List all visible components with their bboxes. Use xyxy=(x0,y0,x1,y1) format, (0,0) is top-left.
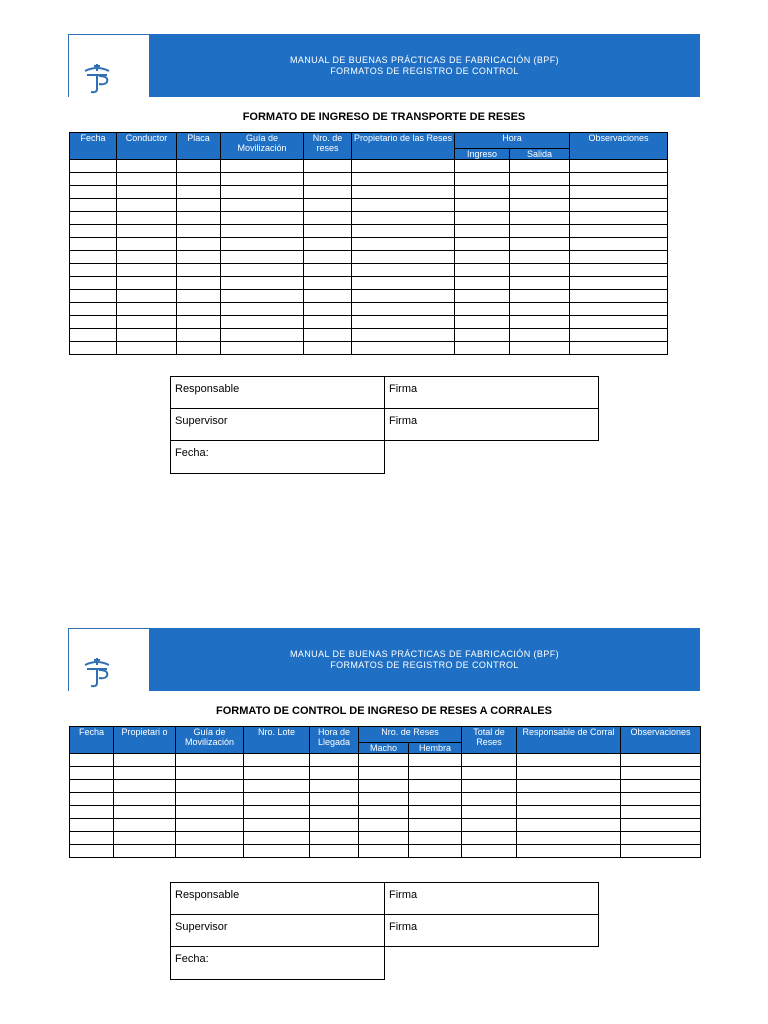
table-cell[interactable] xyxy=(177,173,221,186)
table-cell[interactable] xyxy=(352,303,455,316)
table-cell[interactable] xyxy=(310,767,359,780)
firma-field[interactable]: Firma xyxy=(384,376,599,409)
header-band xyxy=(149,628,700,691)
form1-rows xyxy=(70,160,668,355)
table-cell[interactable] xyxy=(462,845,517,858)
table-cell[interactable] xyxy=(304,251,352,264)
table-cell[interactable] xyxy=(114,754,176,767)
table-row xyxy=(70,186,668,199)
table-row xyxy=(70,251,668,264)
table-row xyxy=(70,290,668,303)
col-observaciones: Observaciones xyxy=(621,727,701,754)
table-cell[interactable] xyxy=(510,342,570,355)
table-cell[interactable] xyxy=(177,264,221,277)
fecha-field[interactable]: Fecha: xyxy=(170,440,385,474)
table-cell[interactable] xyxy=(570,238,668,251)
table-cell[interactable] xyxy=(117,329,177,342)
table-cell[interactable] xyxy=(310,780,359,793)
firma-field[interactable]: Firma xyxy=(384,408,599,441)
table-cell[interactable] xyxy=(176,845,244,858)
table-cell[interactable] xyxy=(304,264,352,277)
table-cell[interactable] xyxy=(117,290,177,303)
table-cell[interactable] xyxy=(352,264,455,277)
table-cell[interactable] xyxy=(621,767,701,780)
col-guia: Guía de Movilización xyxy=(176,727,244,754)
table-cell[interactable] xyxy=(455,342,510,355)
table-cell[interactable] xyxy=(455,212,510,225)
table-cell[interactable] xyxy=(359,806,409,819)
table-cell[interactable] xyxy=(114,845,176,858)
table-cell[interactable] xyxy=(455,160,510,173)
table-cell[interactable] xyxy=(244,793,310,806)
table-cell[interactable] xyxy=(310,845,359,858)
table-cell[interactable] xyxy=(352,342,455,355)
table-cell[interactable] xyxy=(310,819,359,832)
table-cell[interactable] xyxy=(570,329,668,342)
table-cell[interactable] xyxy=(570,173,668,186)
table-cell[interactable] xyxy=(310,806,359,819)
table-row xyxy=(70,212,668,225)
table-cell[interactable] xyxy=(517,780,621,793)
table-row xyxy=(70,819,701,832)
table-cell[interactable] xyxy=(517,767,621,780)
col-fecha: Fecha xyxy=(70,133,117,160)
table-cell[interactable] xyxy=(570,186,668,199)
table-cell[interactable] xyxy=(510,225,570,238)
table-cell[interactable] xyxy=(570,199,668,212)
form1-table xyxy=(69,132,668,355)
table-cell[interactable] xyxy=(352,329,455,342)
table-cell[interactable] xyxy=(117,160,177,173)
table-cell[interactable] xyxy=(70,819,114,832)
table-cell[interactable] xyxy=(352,238,455,251)
col-macho: Macho xyxy=(359,743,409,754)
table-cell[interactable] xyxy=(117,264,177,277)
table-cell[interactable] xyxy=(177,186,221,199)
table-cell[interactable] xyxy=(310,754,359,767)
table-row xyxy=(70,199,668,212)
table-cell[interactable] xyxy=(510,251,570,264)
table-cell[interactable] xyxy=(462,767,517,780)
table-cell[interactable] xyxy=(70,173,117,186)
table-cell[interactable] xyxy=(221,251,304,264)
table-cell[interactable] xyxy=(510,303,570,316)
table-cell[interactable] xyxy=(621,832,701,845)
table-cell[interactable] xyxy=(455,251,510,264)
table-cell[interactable] xyxy=(517,793,621,806)
table-cell[interactable] xyxy=(70,780,114,793)
table-cell[interactable] xyxy=(409,780,462,793)
table-cell[interactable] xyxy=(352,186,455,199)
table-cell[interactable] xyxy=(70,251,117,264)
table-cell[interactable] xyxy=(244,845,310,858)
table-row xyxy=(70,316,668,329)
form2-title: FORMATO DE CONTROL DE INGRESO DE RESES A CORRALES xyxy=(216,705,552,717)
col-salida: Salida xyxy=(510,149,570,160)
table-cell[interactable] xyxy=(70,225,117,238)
table-cell[interactable] xyxy=(359,767,409,780)
table-cell[interactable] xyxy=(304,290,352,303)
table-cell[interactable] xyxy=(304,186,352,199)
table-cell[interactable] xyxy=(455,173,510,186)
table-cell[interactable] xyxy=(176,832,244,845)
table-cell[interactable] xyxy=(310,832,359,845)
table-row xyxy=(70,806,701,819)
table-cell[interactable] xyxy=(70,832,114,845)
col-fecha: Fecha xyxy=(70,727,114,754)
table-row xyxy=(70,238,668,251)
table-cell[interactable] xyxy=(352,316,455,329)
table-cell[interactable] xyxy=(621,793,701,806)
col-guia: Guía de Movilización xyxy=(221,133,304,160)
form1-title: FORMATO DE INGRESO DE TRANSPORTE DE RESES xyxy=(242,111,526,123)
table-cell[interactable] xyxy=(621,819,701,832)
table-cell[interactable] xyxy=(455,290,510,303)
table-cell[interactable] xyxy=(117,199,177,212)
col-total-reses: Total de Reses xyxy=(462,727,517,754)
table-cell[interactable] xyxy=(352,199,455,212)
table-cell[interactable] xyxy=(570,264,668,277)
table-row xyxy=(70,277,668,290)
table-cell[interactable] xyxy=(510,290,570,303)
col-nro-lote: Nro. Lote xyxy=(244,727,310,754)
table-cell[interactable] xyxy=(304,342,352,355)
table-cell[interactable] xyxy=(114,806,176,819)
table-cell[interactable] xyxy=(70,806,114,819)
table-cell[interactable] xyxy=(510,329,570,342)
table-row xyxy=(70,264,668,277)
table-cell[interactable] xyxy=(409,754,462,767)
table-cell[interactable] xyxy=(177,303,221,316)
table-cell[interactable] xyxy=(176,754,244,767)
table-cell[interactable] xyxy=(621,845,701,858)
table-cell[interactable] xyxy=(304,225,352,238)
col-hora: Hora xyxy=(455,133,570,149)
table-cell[interactable] xyxy=(177,199,221,212)
table-cell[interactable] xyxy=(117,225,177,238)
table-cell[interactable] xyxy=(177,342,221,355)
table-cell[interactable] xyxy=(177,238,221,251)
table-row xyxy=(70,845,701,858)
table-cell[interactable] xyxy=(304,160,352,173)
table-cell[interactable] xyxy=(70,767,114,780)
table-cell[interactable] xyxy=(462,832,517,845)
table-cell[interactable] xyxy=(570,316,668,329)
table-cell[interactable] xyxy=(455,238,510,251)
table-cell[interactable] xyxy=(114,793,176,806)
supervisor-field[interactable]: Supervisor xyxy=(170,914,385,947)
table-cell[interactable] xyxy=(70,329,117,342)
table-cell[interactable] xyxy=(221,186,304,199)
manual-title: MANUAL DE BUENAS PRÁCTICAS DE FABRICACIÓN (BPF) xyxy=(289,54,559,65)
table-cell[interactable] xyxy=(304,316,352,329)
table-cell[interactable] xyxy=(176,793,244,806)
table-cell[interactable] xyxy=(70,303,117,316)
logo-box xyxy=(68,628,149,691)
table-cell[interactable] xyxy=(352,251,455,264)
table-cell[interactable] xyxy=(221,316,304,329)
table-cell[interactable] xyxy=(462,793,517,806)
table-row xyxy=(70,173,668,186)
table-row xyxy=(70,754,701,767)
table-cell[interactable] xyxy=(510,316,570,329)
table-cell[interactable] xyxy=(177,290,221,303)
table-cell[interactable] xyxy=(352,212,455,225)
col-conductor: Conductor xyxy=(117,133,177,160)
table-cell[interactable] xyxy=(176,767,244,780)
table-cell[interactable] xyxy=(70,316,117,329)
table-cell[interactable] xyxy=(221,238,304,251)
table-cell[interactable] xyxy=(177,160,221,173)
col-hembra: Hembra xyxy=(409,743,462,754)
table-cell[interactable] xyxy=(221,329,304,342)
table-cell[interactable] xyxy=(352,290,455,303)
col-ingreso: Ingreso xyxy=(455,149,510,160)
table-cell[interactable] xyxy=(359,845,409,858)
table-cell[interactable] xyxy=(510,173,570,186)
table-cell[interactable] xyxy=(244,832,310,845)
table-cell[interactable] xyxy=(359,819,409,832)
table-cell[interactable] xyxy=(176,819,244,832)
table-cell[interactable] xyxy=(70,793,114,806)
table-cell[interactable] xyxy=(70,186,117,199)
table-cell[interactable] xyxy=(70,212,117,225)
table-cell[interactable] xyxy=(359,832,409,845)
table-cell[interactable] xyxy=(455,264,510,277)
manual-title: MANUAL DE BUENAS PRÁCTICAS DE FABRICACIÓN (BPF) xyxy=(289,648,559,659)
table-cell[interactable] xyxy=(70,238,117,251)
table-cell[interactable] xyxy=(70,845,114,858)
table-cell[interactable] xyxy=(352,160,455,173)
table-cell[interactable] xyxy=(570,212,668,225)
table-cell[interactable] xyxy=(114,767,176,780)
table-cell[interactable] xyxy=(352,225,455,238)
table-cell[interactable] xyxy=(359,793,409,806)
col-placa: Placa xyxy=(177,133,221,160)
crown-jp-monogram-icon xyxy=(79,657,115,689)
fecha-field[interactable]: Fecha: xyxy=(170,946,385,980)
col-propietario: Propietari o xyxy=(114,727,176,754)
table-cell[interactable] xyxy=(114,819,176,832)
table-cell[interactable] xyxy=(510,238,570,251)
table-cell[interactable] xyxy=(221,199,304,212)
table-cell[interactable] xyxy=(221,264,304,277)
table-cell[interactable] xyxy=(177,212,221,225)
table-cell[interactable] xyxy=(244,780,310,793)
table-cell[interactable] xyxy=(244,806,310,819)
table-cell[interactable] xyxy=(304,303,352,316)
table-cell[interactable] xyxy=(455,277,510,290)
table-cell[interactable] xyxy=(455,303,510,316)
table-cell[interactable] xyxy=(455,225,510,238)
document-header-1 xyxy=(68,34,700,97)
responsable-field[interactable]: Responsable xyxy=(170,882,385,915)
table-cell[interactable] xyxy=(177,251,221,264)
table-cell[interactable] xyxy=(409,793,462,806)
table-cell[interactable] xyxy=(221,303,304,316)
table-cell[interactable] xyxy=(244,819,310,832)
table-cell[interactable] xyxy=(304,238,352,251)
table-cell[interactable] xyxy=(117,251,177,264)
col-nro-reses: Nro. de reses xyxy=(304,133,352,160)
table-cell[interactable] xyxy=(70,342,117,355)
table-cell[interactable] xyxy=(455,199,510,212)
table-cell[interactable] xyxy=(117,186,177,199)
table-row xyxy=(70,780,701,793)
header-band xyxy=(149,34,700,97)
table-cell[interactable] xyxy=(176,780,244,793)
table-cell[interactable] xyxy=(510,199,570,212)
responsable-field[interactable]: Responsable xyxy=(170,376,385,409)
table-cell[interactable] xyxy=(409,845,462,858)
table-cell[interactable] xyxy=(517,754,621,767)
table-cell[interactable] xyxy=(359,780,409,793)
table-cell[interactable] xyxy=(70,290,117,303)
form2-rows xyxy=(70,754,701,858)
table-cell[interactable] xyxy=(352,277,455,290)
table-cell[interactable] xyxy=(304,199,352,212)
table-cell[interactable] xyxy=(177,329,221,342)
table-row xyxy=(70,329,668,342)
table-cell[interactable] xyxy=(570,277,668,290)
table-cell[interactable] xyxy=(221,160,304,173)
table-cell[interactable] xyxy=(455,186,510,199)
table-cell[interactable] xyxy=(177,277,221,290)
table-cell[interactable] xyxy=(304,277,352,290)
table-cell[interactable] xyxy=(517,845,621,858)
table-cell[interactable] xyxy=(221,173,304,186)
table-cell[interactable] xyxy=(304,173,352,186)
crown-jp-monogram-icon xyxy=(79,63,115,95)
col-nro-reses: Nro. de Reses xyxy=(359,727,462,743)
table-cell[interactable] xyxy=(359,754,409,767)
table-cell[interactable] xyxy=(462,780,517,793)
table-cell[interactable] xyxy=(221,225,304,238)
col-responsable-corral: Responsable de Corral xyxy=(517,727,621,754)
table-cell[interactable] xyxy=(510,186,570,199)
table-cell[interactable] xyxy=(70,264,117,277)
table-cell[interactable] xyxy=(621,780,701,793)
table-row xyxy=(70,342,668,355)
supervisor-field[interactable]: Supervisor xyxy=(170,408,385,441)
table-cell[interactable] xyxy=(117,238,177,251)
col-observaciones: Observaciones xyxy=(570,133,668,160)
table-cell[interactable] xyxy=(510,160,570,173)
firma-field[interactable]: Firma xyxy=(384,914,599,947)
table-cell[interactable] xyxy=(409,832,462,845)
table-cell[interactable] xyxy=(570,342,668,355)
form2-table xyxy=(69,726,701,858)
table-cell[interactable] xyxy=(570,160,668,173)
table-cell[interactable] xyxy=(177,316,221,329)
table-cell[interactable] xyxy=(117,173,177,186)
logo-box xyxy=(68,34,149,97)
table-row xyxy=(70,832,701,845)
table-cell[interactable] xyxy=(517,832,621,845)
manual-subtitle: FORMATOS DE REGISTRO DE CONTROL xyxy=(330,65,519,76)
col-hora-llegada: Hora de Llegada xyxy=(310,727,359,754)
table-cell[interactable] xyxy=(517,806,621,819)
table-cell[interactable] xyxy=(114,832,176,845)
table-cell[interactable] xyxy=(517,819,621,832)
table-cell[interactable] xyxy=(352,173,455,186)
table-cell[interactable] xyxy=(117,342,177,355)
table-cell[interactable] xyxy=(462,806,517,819)
firma-field[interactable]: Firma xyxy=(384,882,599,915)
table-cell[interactable] xyxy=(570,225,668,238)
table-cell[interactable] xyxy=(304,212,352,225)
table-cell[interactable] xyxy=(621,754,701,767)
table-cell[interactable] xyxy=(570,303,668,316)
table-cell[interactable] xyxy=(177,225,221,238)
table-row xyxy=(70,303,668,316)
table-row xyxy=(70,225,668,238)
table-cell[interactable] xyxy=(70,160,117,173)
table-cell[interactable] xyxy=(455,329,510,342)
table-cell[interactable] xyxy=(570,251,668,264)
table-row xyxy=(70,160,668,173)
table-cell[interactable] xyxy=(462,754,517,767)
table-cell[interactable] xyxy=(570,290,668,303)
table-cell[interactable] xyxy=(117,303,177,316)
table-row xyxy=(70,793,701,806)
table-cell[interactable] xyxy=(221,342,304,355)
table-cell[interactable] xyxy=(70,277,117,290)
table-cell[interactable] xyxy=(244,767,310,780)
table-cell[interactable] xyxy=(455,316,510,329)
table-cell[interactable] xyxy=(409,767,462,780)
table-cell[interactable] xyxy=(621,806,701,819)
table-cell[interactable] xyxy=(114,780,176,793)
table-cell[interactable] xyxy=(462,819,517,832)
table-cell[interactable] xyxy=(221,290,304,303)
table-cell[interactable] xyxy=(70,754,114,767)
table-cell[interactable] xyxy=(176,806,244,819)
table-cell[interactable] xyxy=(221,212,304,225)
table-cell[interactable] xyxy=(244,754,310,767)
table-row xyxy=(70,767,701,780)
table-cell[interactable] xyxy=(304,329,352,342)
table-cell[interactable] xyxy=(117,212,177,225)
table-cell[interactable] xyxy=(409,819,462,832)
table-cell[interactable] xyxy=(221,277,304,290)
table-cell[interactable] xyxy=(510,264,570,277)
manual-subtitle: FORMATOS DE REGISTRO DE CONTROL xyxy=(330,659,519,670)
table-cell[interactable] xyxy=(510,277,570,290)
table-cell[interactable] xyxy=(117,316,177,329)
table-cell[interactable] xyxy=(310,793,359,806)
table-cell[interactable] xyxy=(510,212,570,225)
table-cell[interactable] xyxy=(70,199,117,212)
table-cell[interactable] xyxy=(409,806,462,819)
col-propietario: Propietario de las Reses xyxy=(352,133,455,160)
document-header-2 xyxy=(68,628,700,691)
table-cell[interactable] xyxy=(117,277,177,290)
